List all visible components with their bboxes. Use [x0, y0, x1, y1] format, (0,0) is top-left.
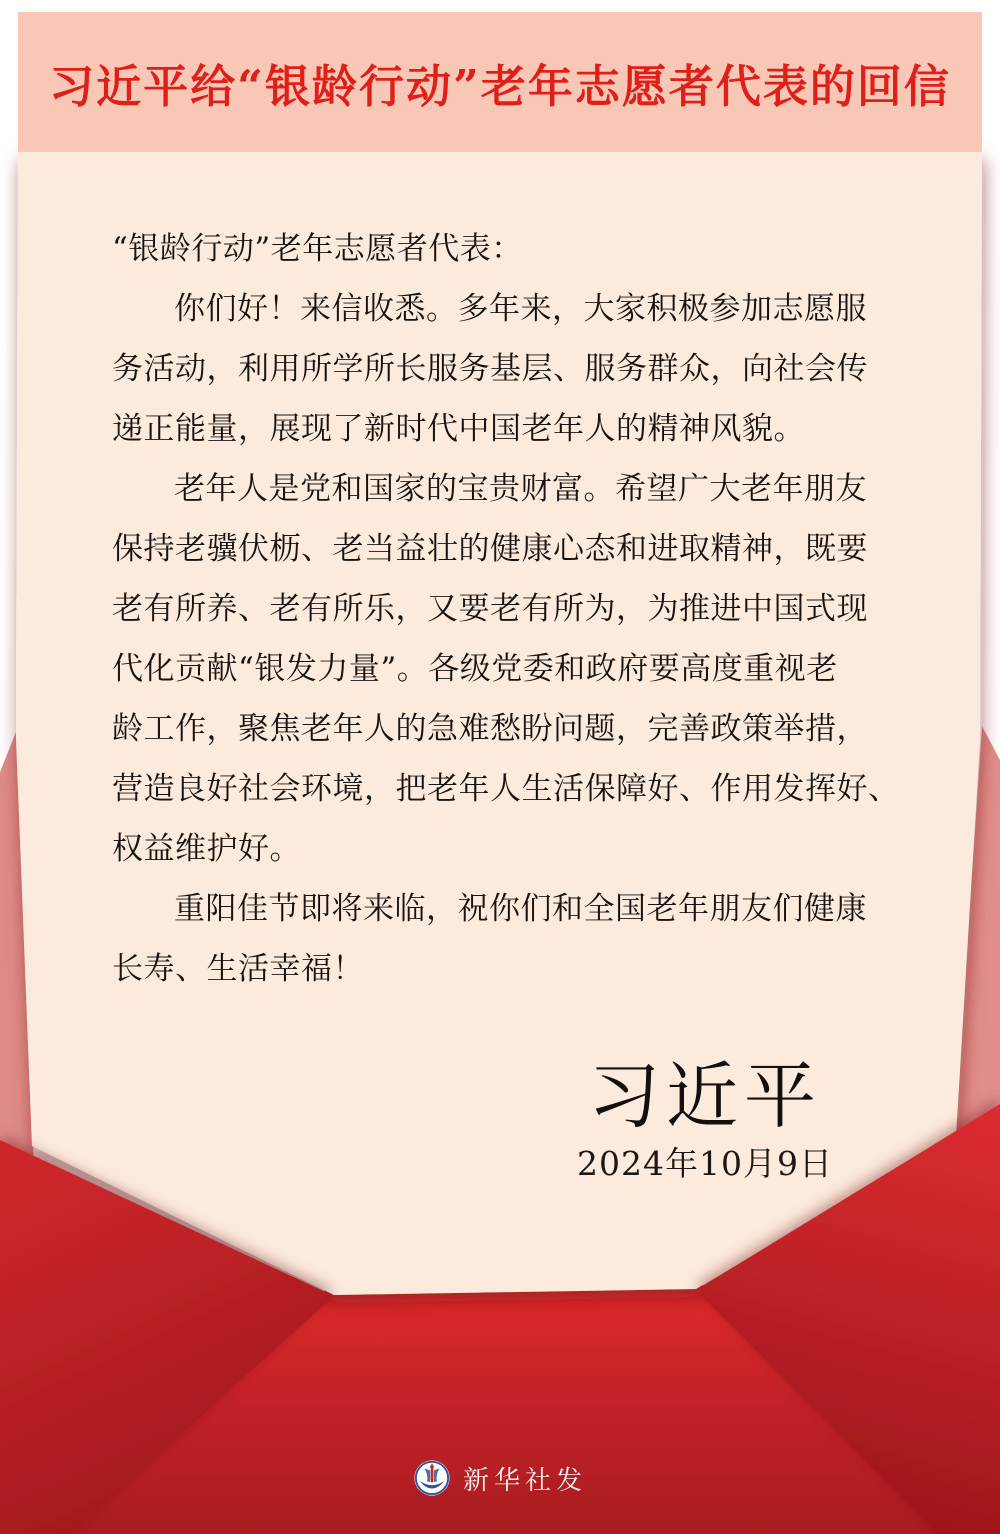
- letter-line: 长寿、生活幸福！: [112, 951, 364, 987]
- signature: 习近平: [587, 1054, 822, 1138]
- credit-text: 新华社发: [462, 1465, 587, 1496]
- letter-line: 务活动，利用所学所长服务基层、服务群众，向社会传: [112, 351, 868, 387]
- letter-line: 保持老骥伏枥、老当益壮的健康心态和进取精神，既要: [112, 531, 868, 567]
- letter-line: 营造良好社会环境，把老年人生活保障好、作用发挥好、: [112, 771, 900, 807]
- letter-line: 重阳佳节即将来临，祝你们和全国老年朋友们健康: [174, 891, 867, 927]
- letter-line: 递正能量，展现了新时代中国老年人的精神风貌。: [112, 411, 805, 447]
- letter-line: 老年人是党和国家的宝贵财富。希望广大老年朋友: [174, 471, 867, 507]
- letter-line: 你们好！来信收悉。多年来，大家积极参加志愿服: [174, 291, 867, 327]
- xinhua-logo-icon: [413, 1459, 451, 1497]
- letter-line: 老有所养、老有所乐，又要老有所为，为推进中国式现: [112, 591, 868, 627]
- letter-line: 代化贡献“银发力量”。各级党委和政府要高度重视老: [112, 651, 838, 687]
- letter-line: 龄工作，聚焦老年人的急难愁盼问题，完善政策举措，: [112, 711, 868, 747]
- letter-line: 权益维护好。: [112, 831, 301, 867]
- letter-body: [112, 219, 912, 999]
- page-title: 习近平给“银龄行动”老年志愿者代表的回信: [49, 59, 951, 113]
- signature-date: 2024年10月9日: [577, 1144, 833, 1183]
- footer-credit: [0, 1452, 1000, 1504]
- letter-line: “银龄行动”老年志愿者代表：: [112, 231, 523, 267]
- header-band: [18, 12, 982, 152]
